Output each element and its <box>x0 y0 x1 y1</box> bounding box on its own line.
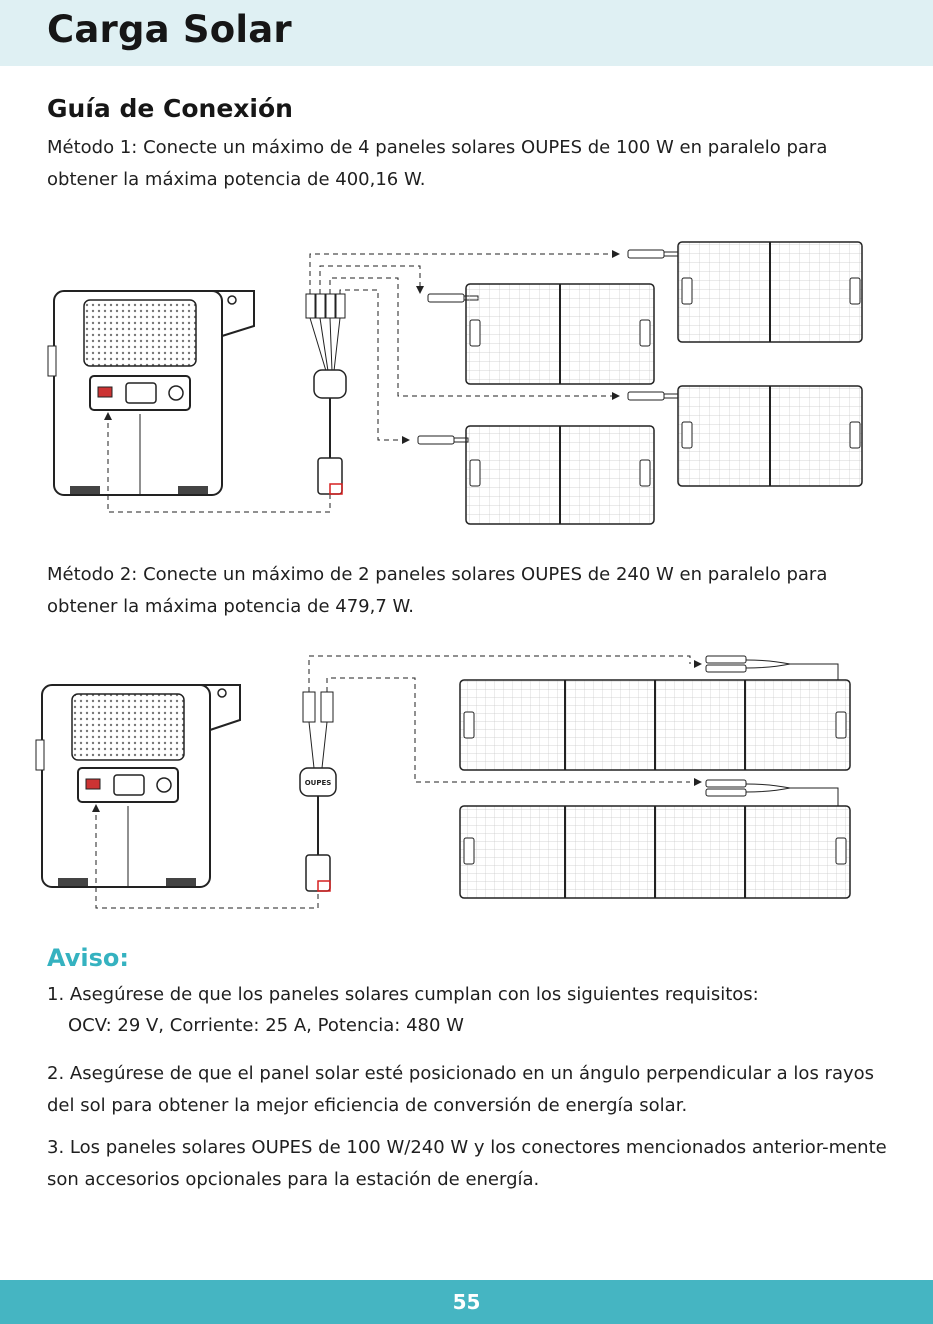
section-title: Guía de Conexión <box>47 94 293 123</box>
connection-diagram-method-1 <box>0 236 933 526</box>
notice-item-2: 2. Asegúrese de que el panel solar esté posicionado en un ángulo perpendicular a los rayos del sol para obtener la mejor eficiencia de conversión de energía solar. <box>47 1063 875 1116</box>
page-header <box>0 0 933 66</box>
power-station-icon <box>48 291 254 495</box>
method-2-text: Método 2: Conecte un máximo de 2 paneles solares OUPES de 240 W en paralelo para obtener la máxima potencia de 479,7 W. <box>47 564 828 617</box>
notice-item-3: 3. Los paneles solares OUPES de 100 W/240 W y los conectores mencionados anterior-mente son accesorios opcionales para la estación de energía. <box>47 1137 887 1190</box>
connection-diagram-method-2 <box>0 650 933 912</box>
solar-panel-icon <box>460 680 850 770</box>
power-station-icon <box>36 685 240 887</box>
solar-panel-icon <box>460 806 850 898</box>
page-footer <box>0 1280 933 1324</box>
solar-panel-icon <box>466 284 654 384</box>
notice-item-1: 1. Asegúrese de que los paneles solares cumplan con los siguientes requisitos: <box>47 984 759 1005</box>
parallel-connector-icon <box>306 294 346 494</box>
notice-title: Aviso: <box>47 944 129 972</box>
page-title: Carga Solar <box>47 8 292 51</box>
connector-brand-label: OUPES <box>304 779 332 787</box>
solar-panel-icon <box>678 242 862 342</box>
notice-item-1-requirements: OCV: 29 V, Corriente: 25 A, Potencia: 480 W <box>68 1015 464 1036</box>
solar-panel-icon <box>466 426 654 524</box>
solar-panel-icon <box>678 386 862 486</box>
method-1-text: Método 1: Conecte un máximo de 4 paneles solares OUPES de 100 W en paralelo para obtener la máxima potencia de 400,16 W. <box>47 137 828 190</box>
page-number: 55 <box>452 1290 481 1314</box>
y-branch-connector-icon <box>300 692 336 891</box>
